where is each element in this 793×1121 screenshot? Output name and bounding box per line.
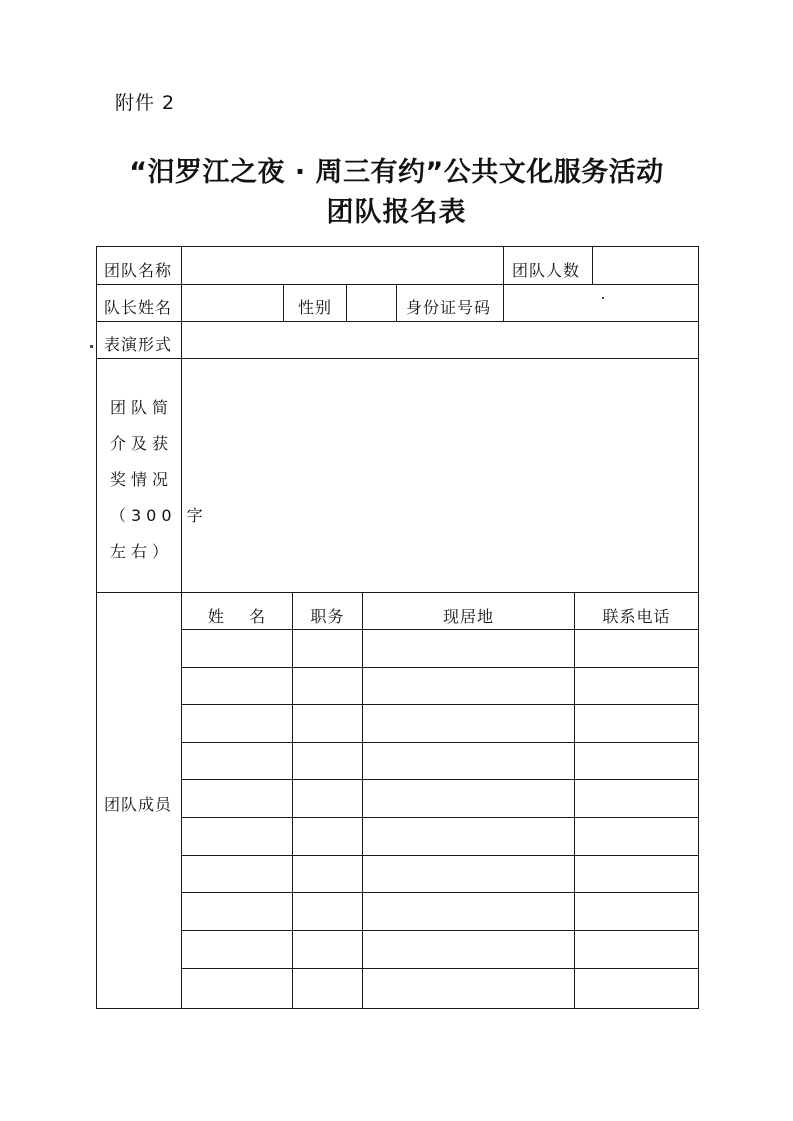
member-name-cell[interactable] [182, 893, 292, 930]
member-position-cell[interactable] [293, 856, 362, 892]
performance-form-label: 表演形式 [104, 335, 173, 354]
member-phone-cell[interactable] [575, 893, 698, 930]
member-name-cell[interactable] [182, 630, 292, 667]
team-name-field[interactable] [182, 247, 503, 284]
team-size-field[interactable] [593, 247, 698, 284]
team-intro-label-line: （300 字 [110, 506, 208, 525]
col-divider [283, 284, 284, 321]
scan-mark [90, 345, 93, 348]
member-position-cell[interactable] [293, 780, 362, 817]
team-intro-label-line: 团队简 [110, 398, 174, 417]
member-name-cell[interactable] [182, 818, 292, 855]
member-name-cell[interactable] [182, 780, 292, 817]
member-phone-cell[interactable] [575, 668, 698, 704]
gender-field[interactable] [347, 285, 396, 321]
member-residence-cell[interactable] [363, 743, 574, 779]
member-name-cell[interactable] [182, 856, 292, 892]
member-position-cell[interactable] [293, 705, 362, 742]
row-divider [96, 592, 699, 593]
member-residence-cell[interactable] [363, 931, 574, 968]
table-border-left [96, 246, 97, 1009]
member-phone-cell[interactable] [575, 705, 698, 742]
attachment-label: 附件 2 [115, 92, 176, 114]
member-position-cell[interactable] [293, 893, 362, 930]
form-subtitle: 团队报名表 [326, 197, 467, 228]
member-residence-cell[interactable] [363, 668, 574, 704]
member-position-cell[interactable] [293, 818, 362, 855]
col-header-name: 姓 名 [207, 607, 267, 626]
member-residence-cell[interactable] [363, 893, 574, 930]
member-phone-cell[interactable] [575, 856, 698, 892]
member-residence-cell[interactable] [363, 969, 574, 1008]
member-phone-cell[interactable] [575, 630, 698, 667]
col-divider [396, 284, 397, 321]
team-members-label: 团队成员 [104, 795, 173, 814]
member-phone-cell[interactable] [575, 931, 698, 968]
col-header-phone: 联系电话 [602, 607, 671, 626]
member-residence-cell[interactable] [363, 705, 574, 742]
member-name-cell[interactable] [182, 743, 292, 779]
team-size-label: 团队人数 [512, 261, 581, 280]
leader-name-field[interactable] [182, 285, 283, 321]
id-number-label: 身份证号码 [406, 298, 492, 317]
member-position-cell[interactable] [293, 969, 362, 1008]
table-border-right [698, 246, 699, 1009]
member-name-cell[interactable] [182, 969, 292, 1008]
team-name-label: 团队名称 [104, 261, 173, 280]
team-intro-label-line: 左右） [110, 542, 174, 561]
member-residence-cell[interactable] [363, 856, 574, 892]
col-divider [503, 246, 504, 284]
team-intro-field[interactable] [182, 359, 698, 592]
form-title: “汨罗江之夜 · 周三有约”公共文化服务活动 [129, 157, 664, 188]
member-phone-cell[interactable] [575, 818, 698, 855]
col-header-position: 职务 [310, 607, 345, 626]
member-position-cell[interactable] [293, 931, 362, 968]
member-residence-cell[interactable] [363, 780, 574, 817]
member-position-cell[interactable] [293, 668, 362, 704]
team-intro-label-line: 奖情况 [110, 470, 174, 489]
member-name-cell[interactable] [182, 931, 292, 968]
member-phone-cell[interactable] [575, 780, 698, 817]
table-border-bottom [96, 1008, 699, 1009]
leader-name-label: 队长姓名 [104, 298, 173, 317]
member-phone-cell[interactable] [575, 743, 698, 779]
member-position-cell[interactable] [293, 630, 362, 667]
member-name-cell[interactable] [182, 705, 292, 742]
performance-form-field[interactable] [182, 322, 698, 358]
member-residence-cell[interactable] [363, 630, 574, 667]
id-number-field[interactable] [504, 285, 698, 321]
col-header-residence: 现居地 [442, 607, 494, 626]
member-name-cell[interactable] [182, 668, 292, 704]
member-residence-cell[interactable] [363, 818, 574, 855]
team-intro-label-line: 介及获 [110, 434, 174, 453]
gender-label: 性别 [298, 298, 333, 317]
member-position-cell[interactable] [293, 743, 362, 779]
member-phone-cell[interactable] [575, 969, 698, 1008]
